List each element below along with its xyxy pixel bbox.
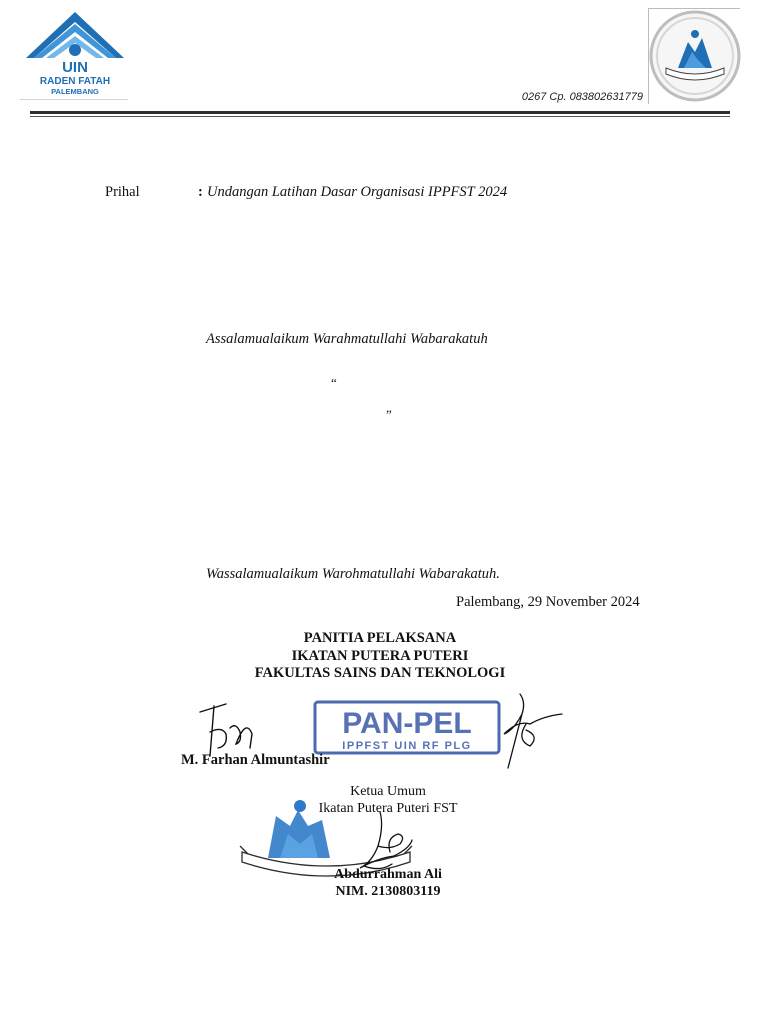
uin-raden-fatah-logo: [20, 6, 130, 102]
header-rule-thick: [30, 111, 730, 114]
panpel-stamp-main: PAN-PEL: [342, 707, 472, 740]
quote-close-mark: ”: [386, 407, 392, 422]
subject-label: Prihal: [105, 184, 140, 200]
signature-right: [496, 690, 566, 772]
header-rule-thin: [30, 116, 730, 117]
panpel-stamp: [313, 700, 503, 756]
chair-title-line1: Ketua Umum: [350, 784, 426, 799]
closing-text: Wassalamualaikum Warohmatullahi Wabarakatuh.: [206, 566, 500, 582]
uin-logo-line2: RADEN FATAH: [39, 76, 111, 87]
ippfst-seal-icon: [648, 8, 742, 104]
place-date: Palembang, 29 November 2024: [456, 594, 640, 610]
committee-block: [180, 630, 580, 683]
uin-logo-line1: UIN: [62, 59, 88, 76]
logo-underline: [20, 99, 128, 100]
subject-value: Undangan Latihan Dasar Organisasi IPPFST 2024: [207, 184, 508, 200]
quote-open-mark: “: [331, 375, 337, 390]
panpel-stamp-sub: IPPFST UIN RF PLG: [342, 740, 472, 752]
uin-logo-line3: PALEMBANG: [51, 87, 99, 96]
chair-name: Abdurrahman Ali: [334, 867, 442, 882]
uin-raden-fatah-logo-icon: [20, 6, 130, 98]
seal-frame-top: [648, 8, 740, 9]
seal-frame-left: [648, 8, 649, 104]
ippfst-seal-logo: [648, 8, 742, 104]
subject-colon: :: [198, 184, 203, 200]
committee-line3: FAKULTAS SAINS DAN TEKNOLOGI: [254, 665, 506, 681]
chair-name-block: [330, 867, 446, 900]
greeting-text: Assalamualaikum Warahmatullahi Wabarakatuh: [206, 331, 488, 347]
panpel-stamp-icon: [313, 700, 503, 756]
chair-title-line2: Ikatan Putera Puteri FST: [318, 800, 458, 816]
committee-chair-name: M. Farhan Almuntashir: [181, 752, 330, 768]
signature-right-icon: [496, 690, 566, 772]
chair-nim: NIM. 2130803119: [335, 883, 441, 899]
committee-line1: PANITIA PELAKSANA: [303, 630, 457, 646]
contact-phone: 0267 Cp. 083802631779: [521, 91, 643, 103]
committee-line2: IKATAN PUTERA PUTERI: [291, 647, 469, 664]
